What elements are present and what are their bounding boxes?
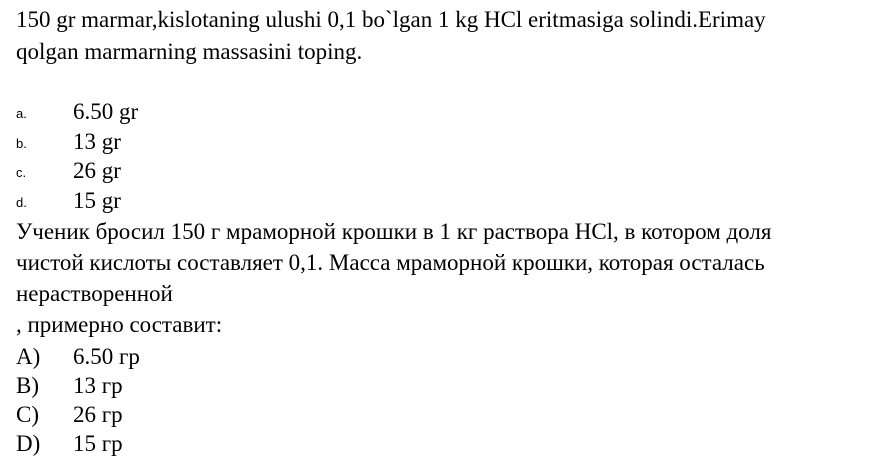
option-uz-d xyxy=(16,187,416,217)
option-ru-c xyxy=(16,401,416,431)
option-ru-a xyxy=(16,343,416,373)
option-value: 6.50 гр xyxy=(73,344,140,369)
option-letter: a. xyxy=(16,106,27,121)
option-letter: B) xyxy=(16,373,39,398)
question-russian-line: , примерно составит: xyxy=(16,312,223,337)
option-value: 26 gr xyxy=(73,158,121,183)
option-value: 13 гр xyxy=(73,373,123,398)
option-ru-b xyxy=(16,372,416,402)
option-letter: b. xyxy=(16,136,27,151)
option-letter: c. xyxy=(16,165,27,180)
option-uz-b xyxy=(16,128,416,158)
option-letter: C) xyxy=(16,402,39,427)
option-ru-d xyxy=(16,430,416,460)
question-russian-line: чистой кислоты составляет 0,1. Масса мраморной крошки, которая осталась xyxy=(16,250,765,275)
question-uzbek-line: qolgan marmarning massasini toping. xyxy=(16,39,363,64)
option-value: 13 gr xyxy=(73,129,121,154)
option-value: 15 gr xyxy=(73,188,121,213)
option-letter: A) xyxy=(16,344,41,369)
question-uzbek-line: 150 gr marmar,kislotaning ulushi 0,1 bo`lgan 1 kg HCl eritmasiga solindi.Erimay xyxy=(16,7,766,32)
option-uz-a xyxy=(16,98,416,128)
option-value: 26 гр xyxy=(73,402,123,427)
question-russian xyxy=(16,216,866,340)
option-uz-c xyxy=(16,157,416,187)
question-uzbek xyxy=(16,4,866,68)
option-value: 15 гр xyxy=(73,431,123,456)
option-value: 6.50 gr xyxy=(73,99,139,124)
question-russian-line: Ученик бросил 150 г мраморной крошки в 1 кг раствора HCl, в котором доля xyxy=(16,219,772,244)
option-letter: D) xyxy=(16,431,41,456)
question-russian-line: нерастворенной xyxy=(16,281,173,306)
option-letter: d. xyxy=(16,195,27,210)
